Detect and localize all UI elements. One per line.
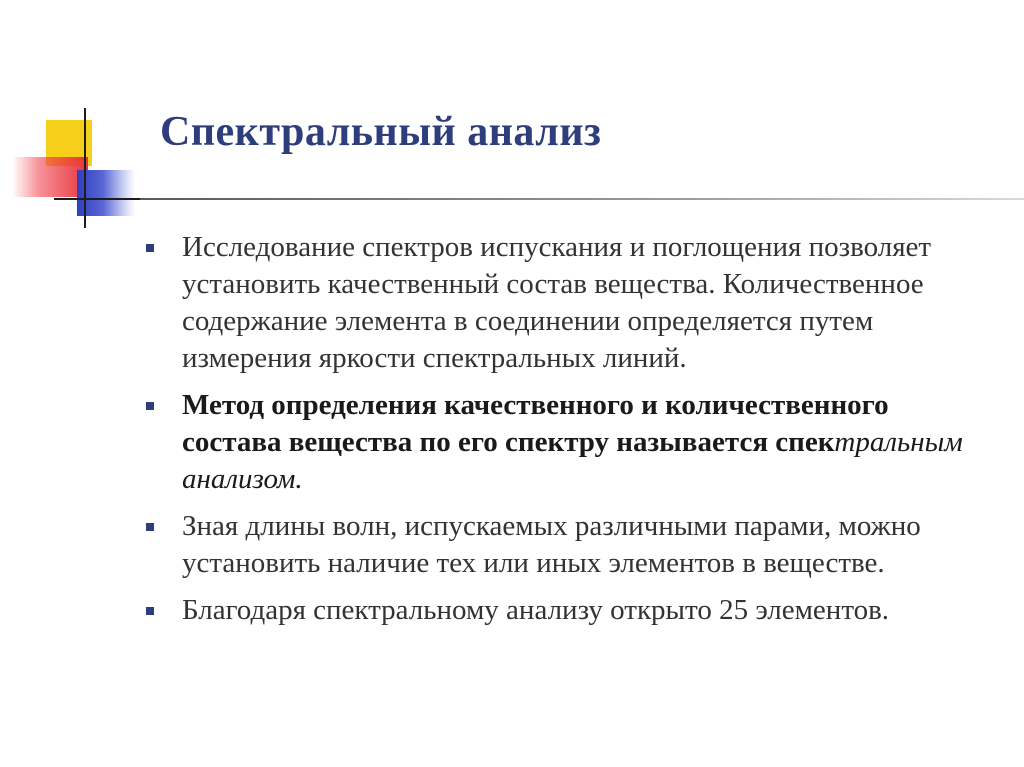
bullet-text-4: Благодаря спектральному анализу открыто 25 элементов. [182, 594, 890, 626]
square-bullet-icon [146, 607, 154, 615]
bullet-text-2-bold: Метод определения качественного и количественного состава вещества по его спектру называется спек [182, 389, 889, 458]
bullet-item-2 [146, 387, 976, 498]
bullet-item-3 [146, 508, 976, 582]
square-bullet-icon [146, 244, 154, 252]
decor-vertical-line [84, 108, 86, 228]
bullet-text-3: Зная длины волн, испускаемых различными парами, можно установить наличие тех или иных элементов в веществе. [182, 510, 921, 579]
bullet-item-4 [146, 592, 976, 629]
bullet-list [146, 229, 976, 639]
title-underline [140, 198, 1024, 200]
bullet-text-2-italic: тральным анализом. [182, 426, 963, 495]
square-bullet-icon [146, 402, 154, 410]
square-bullet-icon [146, 523, 154, 531]
slide-title: Спектральный анализ [160, 109, 602, 155]
bullet-text-1: Исследование спектров испускания и поглощения позволяет установить качественный состав вещества. Количественное содержание элемента в соединении определяется путем измерения яркости спектральных линий. [182, 231, 932, 374]
bullet-item-1 [146, 229, 976, 377]
